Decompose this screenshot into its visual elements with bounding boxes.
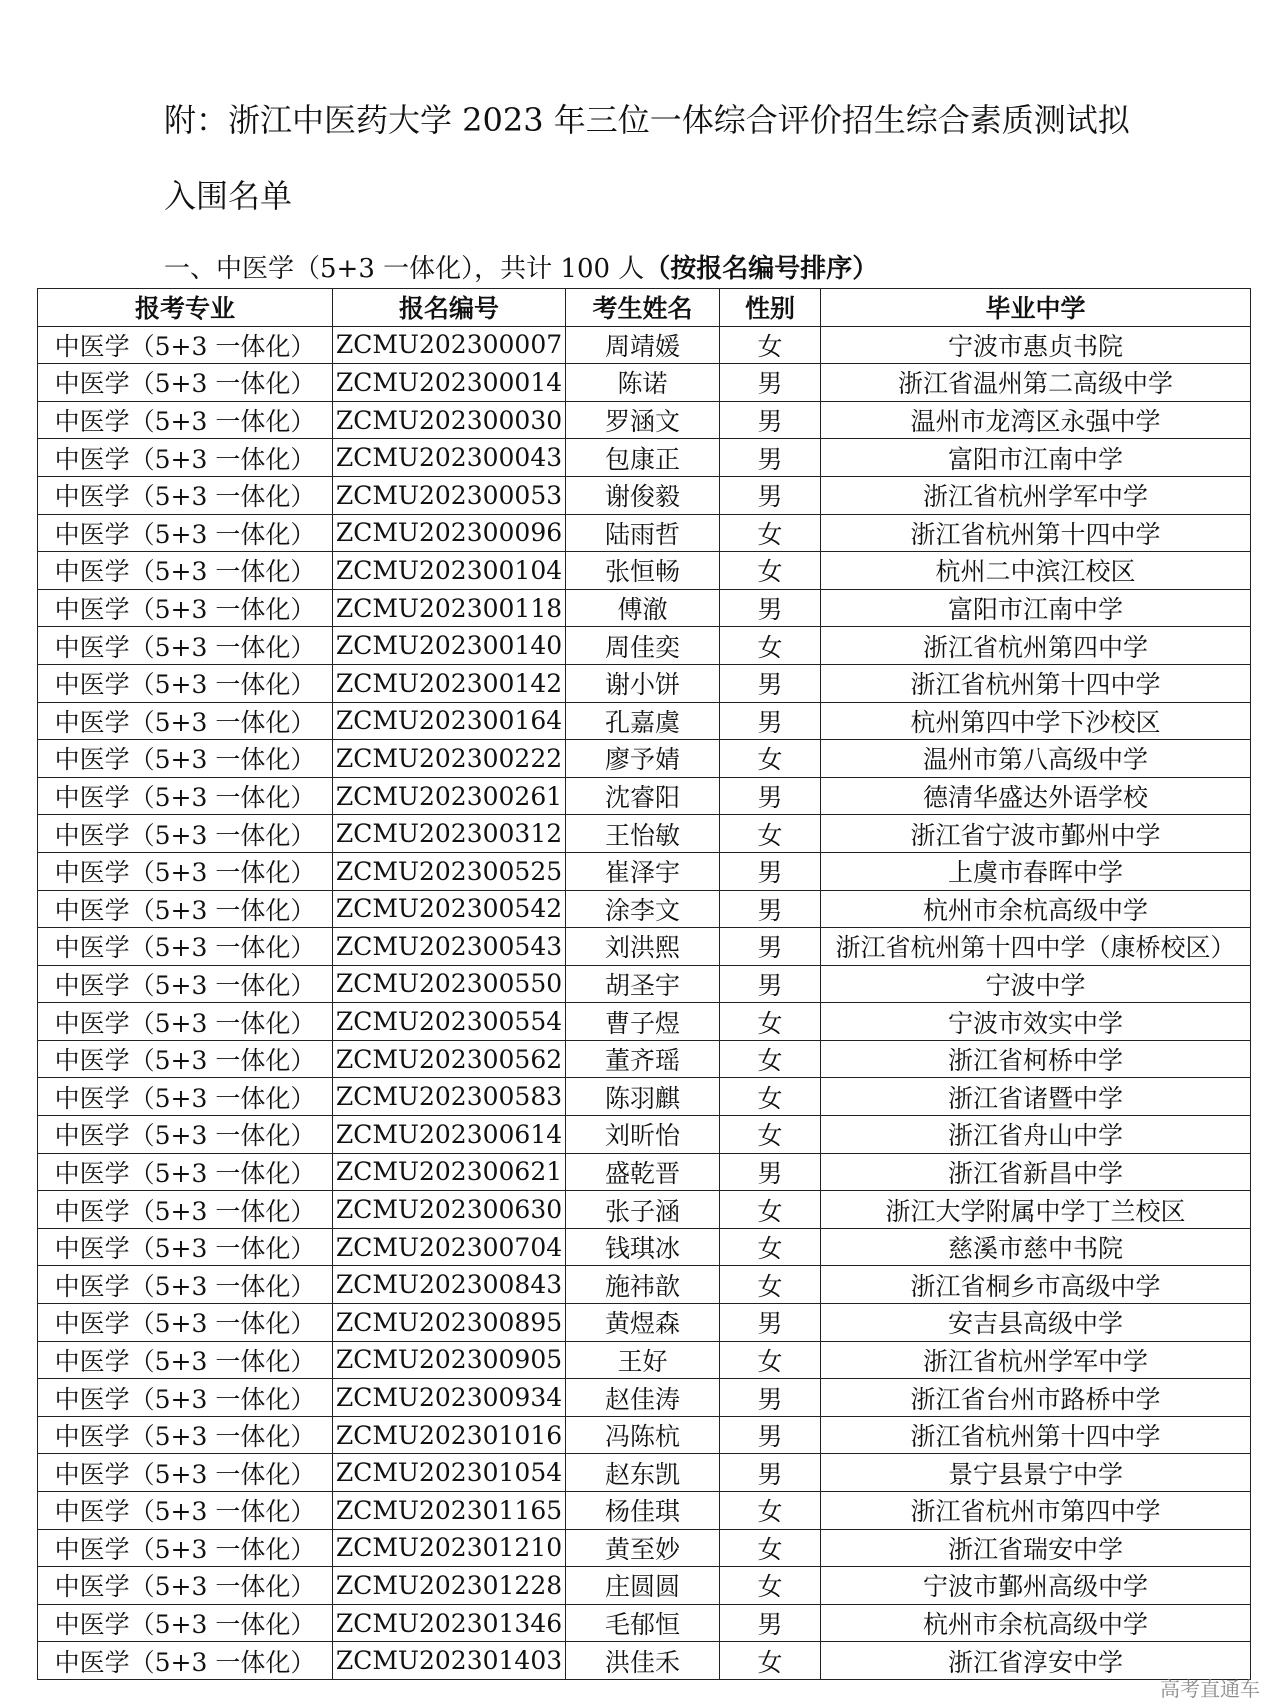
cell-reg-no: ZCMU202300550 (333, 965, 566, 1003)
document-title (164, 82, 1174, 234)
cell-gender: 女 (720, 740, 821, 778)
cell-name: 庄圆圆 (566, 1567, 720, 1605)
table-header (38, 289, 1251, 327)
table-row (38, 552, 1251, 590)
cell-reg-no: ZCMU202300222 (333, 740, 566, 778)
cell-major: 中医学（5+3 一体化） (38, 890, 333, 928)
table-row (38, 1604, 1251, 1642)
title-line-2: 入围名单 (164, 177, 293, 215)
header-name: 考生姓名 (566, 289, 720, 327)
cell-major: 中医学（5+3 一体化） (38, 1116, 333, 1154)
table-row (38, 1153, 1251, 1191)
table-row (38, 627, 1251, 665)
cell-school: 杭州市余杭高级中学 (821, 1604, 1251, 1642)
cell-gender: 女 (720, 815, 821, 853)
cell-school: 浙江省新昌中学 (821, 1153, 1251, 1191)
cell-gender: 男 (720, 1379, 821, 1417)
header-school: 毕业中学 (821, 289, 1251, 327)
cell-reg-no: ZCMU202300096 (333, 514, 566, 552)
cell-reg-no: ZCMU202301228 (333, 1567, 566, 1605)
cell-major: 中医学（5+3 一体化） (38, 1078, 333, 1116)
cell-gender: 男 (720, 928, 821, 966)
cell-name: 陈诺 (566, 364, 720, 402)
cell-major: 中医学（5+3 一体化） (38, 965, 333, 1003)
table-row (38, 1191, 1251, 1229)
cell-name: 施祎歆 (566, 1266, 720, 1304)
cell-reg-no: ZCMU202300895 (333, 1304, 566, 1342)
cell-gender: 女 (720, 1078, 821, 1116)
table-row (38, 1341, 1251, 1379)
cell-major: 中医学（5+3 一体化） (38, 664, 333, 702)
cell-school: 浙江省杭州第十四中学（康桥校区） (821, 928, 1251, 966)
table-row (38, 852, 1251, 890)
cell-major: 中医学（5+3 一体化） (38, 1454, 333, 1492)
cell-school: 富阳市江南中学 (821, 589, 1251, 627)
table-row (38, 1567, 1251, 1605)
cell-name: 王怡敏 (566, 815, 720, 853)
table-row (38, 1379, 1251, 1417)
cell-reg-no: ZCMU202300583 (333, 1078, 566, 1116)
cell-reg-no: ZCMU202300614 (333, 1116, 566, 1154)
cell-name: 王好 (566, 1341, 720, 1379)
cell-school: 浙江省温州第二高级中学 (821, 364, 1251, 402)
table-row (38, 815, 1251, 853)
cell-major: 中医学（5+3 一体化） (38, 514, 333, 552)
cell-major: 中医学（5+3 一体化） (38, 702, 333, 740)
cell-school: 杭州二中滨江校区 (821, 552, 1251, 590)
cell-name: 张恒畅 (566, 552, 720, 590)
table-row (38, 664, 1251, 702)
cell-major: 中医学（5+3 一体化） (38, 1492, 333, 1530)
cell-major: 中医学（5+3 一体化） (38, 740, 333, 778)
cell-school: 浙江省瑞安中学 (821, 1529, 1251, 1567)
cell-major: 中医学（5+3 一体化） (38, 1266, 333, 1304)
table-row (38, 364, 1251, 402)
cell-name: 钱琪冰 (566, 1228, 720, 1266)
header-gender: 性别 (720, 289, 821, 327)
cell-school: 浙江省杭州第十四中学 (821, 1416, 1251, 1454)
cell-gender: 女 (720, 1228, 821, 1266)
cell-gender: 女 (720, 1266, 821, 1304)
table-row (38, 589, 1251, 627)
cell-name: 陆雨哲 (566, 514, 720, 552)
cell-major: 中医学（5+3 一体化） (38, 1567, 333, 1605)
table-row (38, 1078, 1251, 1116)
cell-gender: 女 (720, 1116, 821, 1154)
cell-gender: 男 (720, 401, 821, 439)
table-row (38, 702, 1251, 740)
cell-major: 中医学（5+3 一体化） (38, 1191, 333, 1229)
cell-major: 中医学（5+3 一体化） (38, 1228, 333, 1266)
cell-school: 浙江大学附属中学丁兰校区 (821, 1191, 1251, 1229)
cell-reg-no: ZCMU202300630 (333, 1191, 566, 1229)
table-row (38, 1529, 1251, 1567)
cell-name: 胡圣宇 (566, 965, 720, 1003)
cell-reg-no: ZCMU202300562 (333, 1040, 566, 1078)
cell-school: 浙江省诸暨中学 (821, 1078, 1251, 1116)
cell-major: 中医学（5+3 一体化） (38, 1153, 333, 1191)
table-row (38, 1416, 1251, 1454)
cell-gender: 男 (720, 777, 821, 815)
cell-gender: 男 (720, 364, 821, 402)
cell-name: 张子涵 (566, 1191, 720, 1229)
cell-name: 谢小饼 (566, 664, 720, 702)
cell-name: 赵佳涛 (566, 1379, 720, 1417)
cell-reg-no: ZCMU202300053 (333, 476, 566, 514)
table-body (38, 326, 1251, 1679)
table-row (38, 1003, 1251, 1041)
cell-reg-no: ZCMU202300704 (333, 1228, 566, 1266)
cell-gender: 男 (720, 1604, 821, 1642)
cell-gender: 男 (720, 439, 821, 477)
cell-gender: 女 (720, 1529, 821, 1567)
cell-reg-no: ZCMU202300843 (333, 1266, 566, 1304)
table-row (38, 1492, 1251, 1530)
cell-name: 黄至妙 (566, 1529, 720, 1567)
cell-major: 中医学（5+3 一体化） (38, 552, 333, 590)
cell-gender: 女 (720, 1040, 821, 1078)
cell-major: 中医学（5+3 一体化） (38, 476, 333, 514)
cell-reg-no: ZCMU202300261 (333, 777, 566, 815)
cell-major: 中医学（5+3 一体化） (38, 1604, 333, 1642)
cell-major: 中医学（5+3 一体化） (38, 1529, 333, 1567)
cell-reg-no: ZCMU202300554 (333, 1003, 566, 1041)
cell-school: 杭州第四中学下沙校区 (821, 702, 1251, 740)
cell-gender: 男 (720, 1454, 821, 1492)
cell-school: 德清华盛达外语学校 (821, 777, 1251, 815)
cell-name: 曹子煜 (566, 1003, 720, 1041)
table-row (38, 1228, 1251, 1266)
table-header-row (38, 289, 1251, 327)
cell-gender: 男 (720, 1153, 821, 1191)
table-row (38, 326, 1251, 364)
cell-school: 浙江省柯桥中学 (821, 1040, 1251, 1078)
cell-reg-no: ZCMU202300007 (333, 326, 566, 364)
cell-school: 景宁县景宁中学 (821, 1454, 1251, 1492)
cell-school: 浙江省杭州学军中学 (821, 1341, 1251, 1379)
cell-name: 涂李文 (566, 890, 720, 928)
table-row (38, 928, 1251, 966)
cell-major: 中医学（5+3 一体化） (38, 852, 333, 890)
cell-school: 宁波市效实中学 (821, 1003, 1251, 1041)
table-row (38, 1266, 1251, 1304)
cell-reg-no: ZCMU202301210 (333, 1529, 566, 1567)
cell-gender: 男 (720, 1416, 821, 1454)
cell-school: 安吉县高级中学 (821, 1304, 1251, 1342)
cell-name: 盛乾晋 (566, 1153, 720, 1191)
cell-name: 谢俊毅 (566, 476, 720, 514)
header-reg-no: 报名编号 (333, 289, 566, 327)
cell-gender: 男 (720, 589, 821, 627)
cell-reg-no: ZCMU202300164 (333, 702, 566, 740)
cell-name: 刘昕怡 (566, 1116, 720, 1154)
cell-name: 赵东凯 (566, 1454, 720, 1492)
cell-gender: 女 (720, 326, 821, 364)
cell-reg-no: ZCMU202301165 (333, 1492, 566, 1530)
cell-school: 浙江省桐乡市高级中学 (821, 1266, 1251, 1304)
cell-gender: 女 (720, 1642, 821, 1680)
cell-school: 宁波市惠贞书院 (821, 326, 1251, 364)
cell-reg-no: ZCMU202300030 (333, 401, 566, 439)
cell-name: 周靖媛 (566, 326, 720, 364)
cell-reg-no: ZCMU202301346 (333, 1604, 566, 1642)
section-sort-note: （按报名编号排序） (644, 254, 879, 284)
cell-school: 浙江省杭州第十四中学 (821, 514, 1251, 552)
cell-major: 中医学（5+3 一体化） (38, 815, 333, 853)
cell-school: 杭州市余杭高级中学 (821, 890, 1251, 928)
cell-gender: 男 (720, 702, 821, 740)
cell-school: 温州市龙湾区永强中学 (821, 401, 1251, 439)
cell-school: 浙江省台州市路桥中学 (821, 1379, 1251, 1417)
table-row (38, 1116, 1251, 1154)
cell-reg-no: ZCMU202300934 (333, 1379, 566, 1417)
table-row (38, 1304, 1251, 1342)
cell-reg-no: ZCMU202300140 (333, 627, 566, 665)
cell-reg-no: ZCMU202300905 (333, 1341, 566, 1379)
cell-major: 中医学（5+3 一体化） (38, 1341, 333, 1379)
cell-name: 周佳奕 (566, 627, 720, 665)
candidate-table (37, 288, 1251, 1680)
cell-major: 中医学（5+3 一体化） (38, 777, 333, 815)
table-row (38, 1040, 1251, 1078)
cell-name: 陈羽麒 (566, 1078, 720, 1116)
section-heading (164, 252, 878, 286)
cell-reg-no: ZCMU202300525 (333, 852, 566, 890)
cell-gender: 女 (720, 1341, 821, 1379)
cell-name: 刘洪熙 (566, 928, 720, 966)
watermark: 高考直通车 (1160, 1677, 1260, 1701)
cell-school: 浙江省杭州第十四中学 (821, 664, 1251, 702)
table-row (38, 401, 1251, 439)
cell-major: 中医学（5+3 一体化） (38, 439, 333, 477)
cell-gender: 男 (720, 852, 821, 890)
section-heading-text: 一、中医学（5+3 一体化），共计 100 人 (164, 254, 645, 284)
cell-name: 傅澈 (566, 589, 720, 627)
cell-major: 中医学（5+3 一体化） (38, 1379, 333, 1417)
cell-major: 中医学（5+3 一体化） (38, 928, 333, 966)
cell-gender: 男 (720, 965, 821, 1003)
cell-school: 上虞市春晖中学 (821, 852, 1251, 890)
cell-reg-no: ZCMU202300118 (333, 589, 566, 627)
table-row (38, 740, 1251, 778)
cell-school: 浙江省淳安中学 (821, 1642, 1251, 1680)
cell-school: 温州市第八高级中学 (821, 740, 1251, 778)
cell-reg-no: ZCMU202300104 (333, 552, 566, 590)
cell-name: 沈睿阳 (566, 777, 720, 815)
cell-gender: 男 (720, 1304, 821, 1342)
cell-reg-no: ZCMU202300312 (333, 815, 566, 853)
cell-name: 包康正 (566, 439, 720, 477)
table-row (38, 777, 1251, 815)
cell-school: 富阳市江南中学 (821, 439, 1251, 477)
cell-name: 黄煜森 (566, 1304, 720, 1342)
cell-school: 慈溪市慈中书院 (821, 1228, 1251, 1266)
cell-major: 中医学（5+3 一体化） (38, 401, 333, 439)
cell-school: 浙江省杭州第四中学 (821, 627, 1251, 665)
table-row (38, 965, 1251, 1003)
cell-major: 中医学（5+3 一体化） (38, 589, 333, 627)
cell-reg-no: ZCMU202301403 (333, 1642, 566, 1680)
cell-name: 杨佳琪 (566, 1492, 720, 1530)
cell-gender: 女 (720, 627, 821, 665)
title-line-1: 附：浙江中医药大学 2023 年三位一体综合评价招生综合素质测试拟 (164, 101, 1130, 139)
cell-school: 浙江省杭州市第四中学 (821, 1492, 1251, 1530)
cell-name: 冯陈杭 (566, 1416, 720, 1454)
cell-reg-no: ZCMU202300542 (333, 890, 566, 928)
cell-reg-no: ZCMU202300043 (333, 439, 566, 477)
cell-gender: 女 (720, 1567, 821, 1605)
cell-major: 中医学（5+3 一体化） (38, 326, 333, 364)
table-row (38, 1454, 1251, 1492)
table-row (38, 476, 1251, 514)
cell-major: 中医学（5+3 一体化） (38, 1304, 333, 1342)
cell-major: 中医学（5+3 一体化） (38, 1040, 333, 1078)
cell-school: 宁波市鄞州高级中学 (821, 1567, 1251, 1605)
cell-major: 中医学（5+3 一体化） (38, 1416, 333, 1454)
cell-gender: 男 (720, 476, 821, 514)
cell-major: 中医学（5+3 一体化） (38, 364, 333, 402)
cell-major: 中医学（5+3 一体化） (38, 627, 333, 665)
cell-reg-no: ZCMU202300621 (333, 1153, 566, 1191)
cell-reg-no: ZCMU202301016 (333, 1416, 566, 1454)
cell-school: 浙江省杭州学军中学 (821, 476, 1251, 514)
cell-name: 洪佳禾 (566, 1642, 720, 1680)
cell-school: 宁波中学 (821, 965, 1251, 1003)
cell-major: 中医学（5+3 一体化） (38, 1003, 333, 1041)
table-row (38, 890, 1251, 928)
table-row (38, 514, 1251, 552)
cell-gender: 女 (720, 1191, 821, 1229)
cell-reg-no: ZCMU202301054 (333, 1454, 566, 1492)
cell-name: 廖予婧 (566, 740, 720, 778)
cell-name: 毛郁恒 (566, 1604, 720, 1642)
cell-gender: 女 (720, 514, 821, 552)
header-major: 报考专业 (38, 289, 333, 327)
cell-major: 中医学（5+3 一体化） (38, 1642, 333, 1680)
cell-school: 浙江省宁波市鄞州中学 (821, 815, 1251, 853)
cell-name: 崔泽宇 (566, 852, 720, 890)
cell-gender: 男 (720, 664, 821, 702)
cell-gender: 男 (720, 890, 821, 928)
table-row (38, 439, 1251, 477)
cell-reg-no: ZCMU202300543 (333, 928, 566, 966)
cell-gender: 女 (720, 1492, 821, 1530)
cell-name: 孔嘉虞 (566, 702, 720, 740)
cell-gender: 女 (720, 552, 821, 590)
cell-reg-no: ZCMU202300014 (333, 364, 566, 402)
table-row (38, 1642, 1251, 1680)
cell-school: 浙江省舟山中学 (821, 1116, 1251, 1154)
cell-reg-no: ZCMU202300142 (333, 664, 566, 702)
cell-gender: 女 (720, 1003, 821, 1041)
cell-name: 罗涵文 (566, 401, 720, 439)
cell-name: 董齐瑶 (566, 1040, 720, 1078)
